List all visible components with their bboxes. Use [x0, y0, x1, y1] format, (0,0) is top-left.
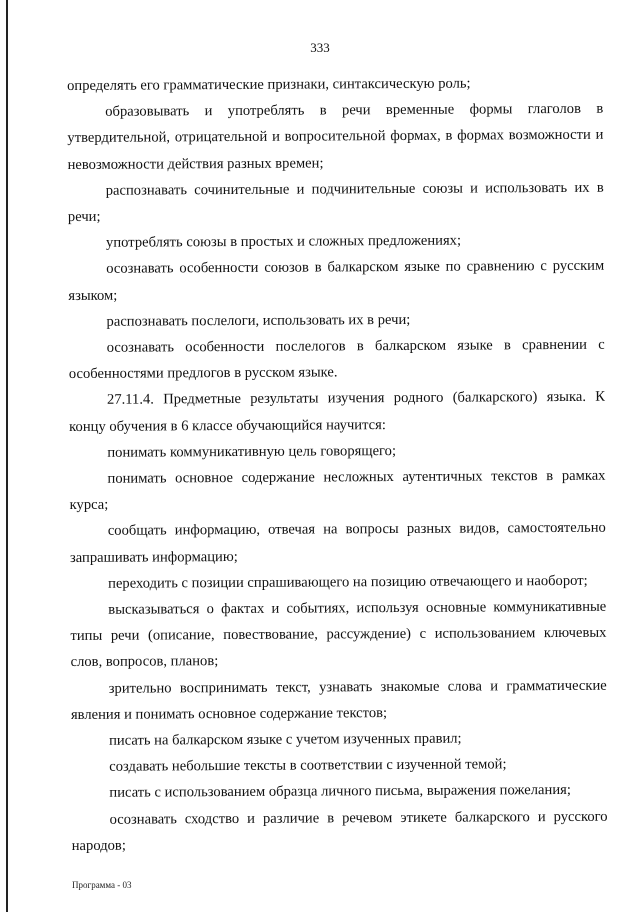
paragraph: употреблять союзы в простых и сложных предложениях; [105, 232, 462, 251]
paragraph: осознавать особенности союзов в балкарском языке по сравнению с русским языком; [68, 258, 605, 304]
paragraph: определять его грамматические признаки, синтаксическую роль; [67, 75, 471, 94]
paragraph: переходить с позиции спрашивающего на позицию отвечающего и наоборот; [108, 572, 588, 592]
paragraph: писать на балкарском языке с учетом изученных правил; [109, 730, 462, 749]
document-body [67, 70, 608, 859]
page-number: 333 [310, 40, 330, 55]
paragraph: понимать основное содержание несложных аутентичных текстов в рамках курса; [69, 467, 606, 514]
paragraph: писать с использованием образца личного письма, выражения пожелания; [109, 782, 571, 802]
paragraph: создавать небольшие тексты в соответствии с изученной темой; [109, 756, 507, 776]
paragraph: распознавать послелоги, использовать их в речи; [106, 311, 411, 330]
paragraph: сообщать информацию, отвечая на вопросы разных видов, самостоятельно запрашивать информацию; [69, 520, 606, 566]
paragraph: понимать коммуникативную цель говорящего; [107, 442, 397, 461]
page-footer: Программа - 03 [72, 880, 132, 890]
paragraph: распознавать сочинительные и подчинительные союзы и использовать их в речи; [67, 179, 604, 226]
paragraph: зрительно воспринимать текст, узнавать знакомые слова и грамматические явления и понимать основное содержание текстов; [70, 677, 607, 723]
paragraph: образовывать и употреблять в речи временные формы глаголов в утвердительной, отрицательной и вопросительной формах, в формах возможности и невозможности действия разных времен; [67, 100, 604, 173]
scan-edge [6, 0, 8, 912]
paragraph: осознавать сходство и различие в речевом этикете балкарского и русского народов; [71, 808, 608, 854]
paragraph: высказываться о фактах и событиях, используя основные коммуникативные типы речи (описание, повествование, рассуждение) с использованием ключевых слов, вопросов, планов; [70, 598, 607, 671]
section-heading-paragraph: 27.11.4. Предметные результаты изучения родного (балкарского) языка. К концу обучения в 6 классе обучающийся научится: [69, 389, 606, 435]
paragraph: осознавать особенности послелогов в балкарском языке в сравнении с особенностями предлогов в русском языке. [68, 336, 605, 383]
